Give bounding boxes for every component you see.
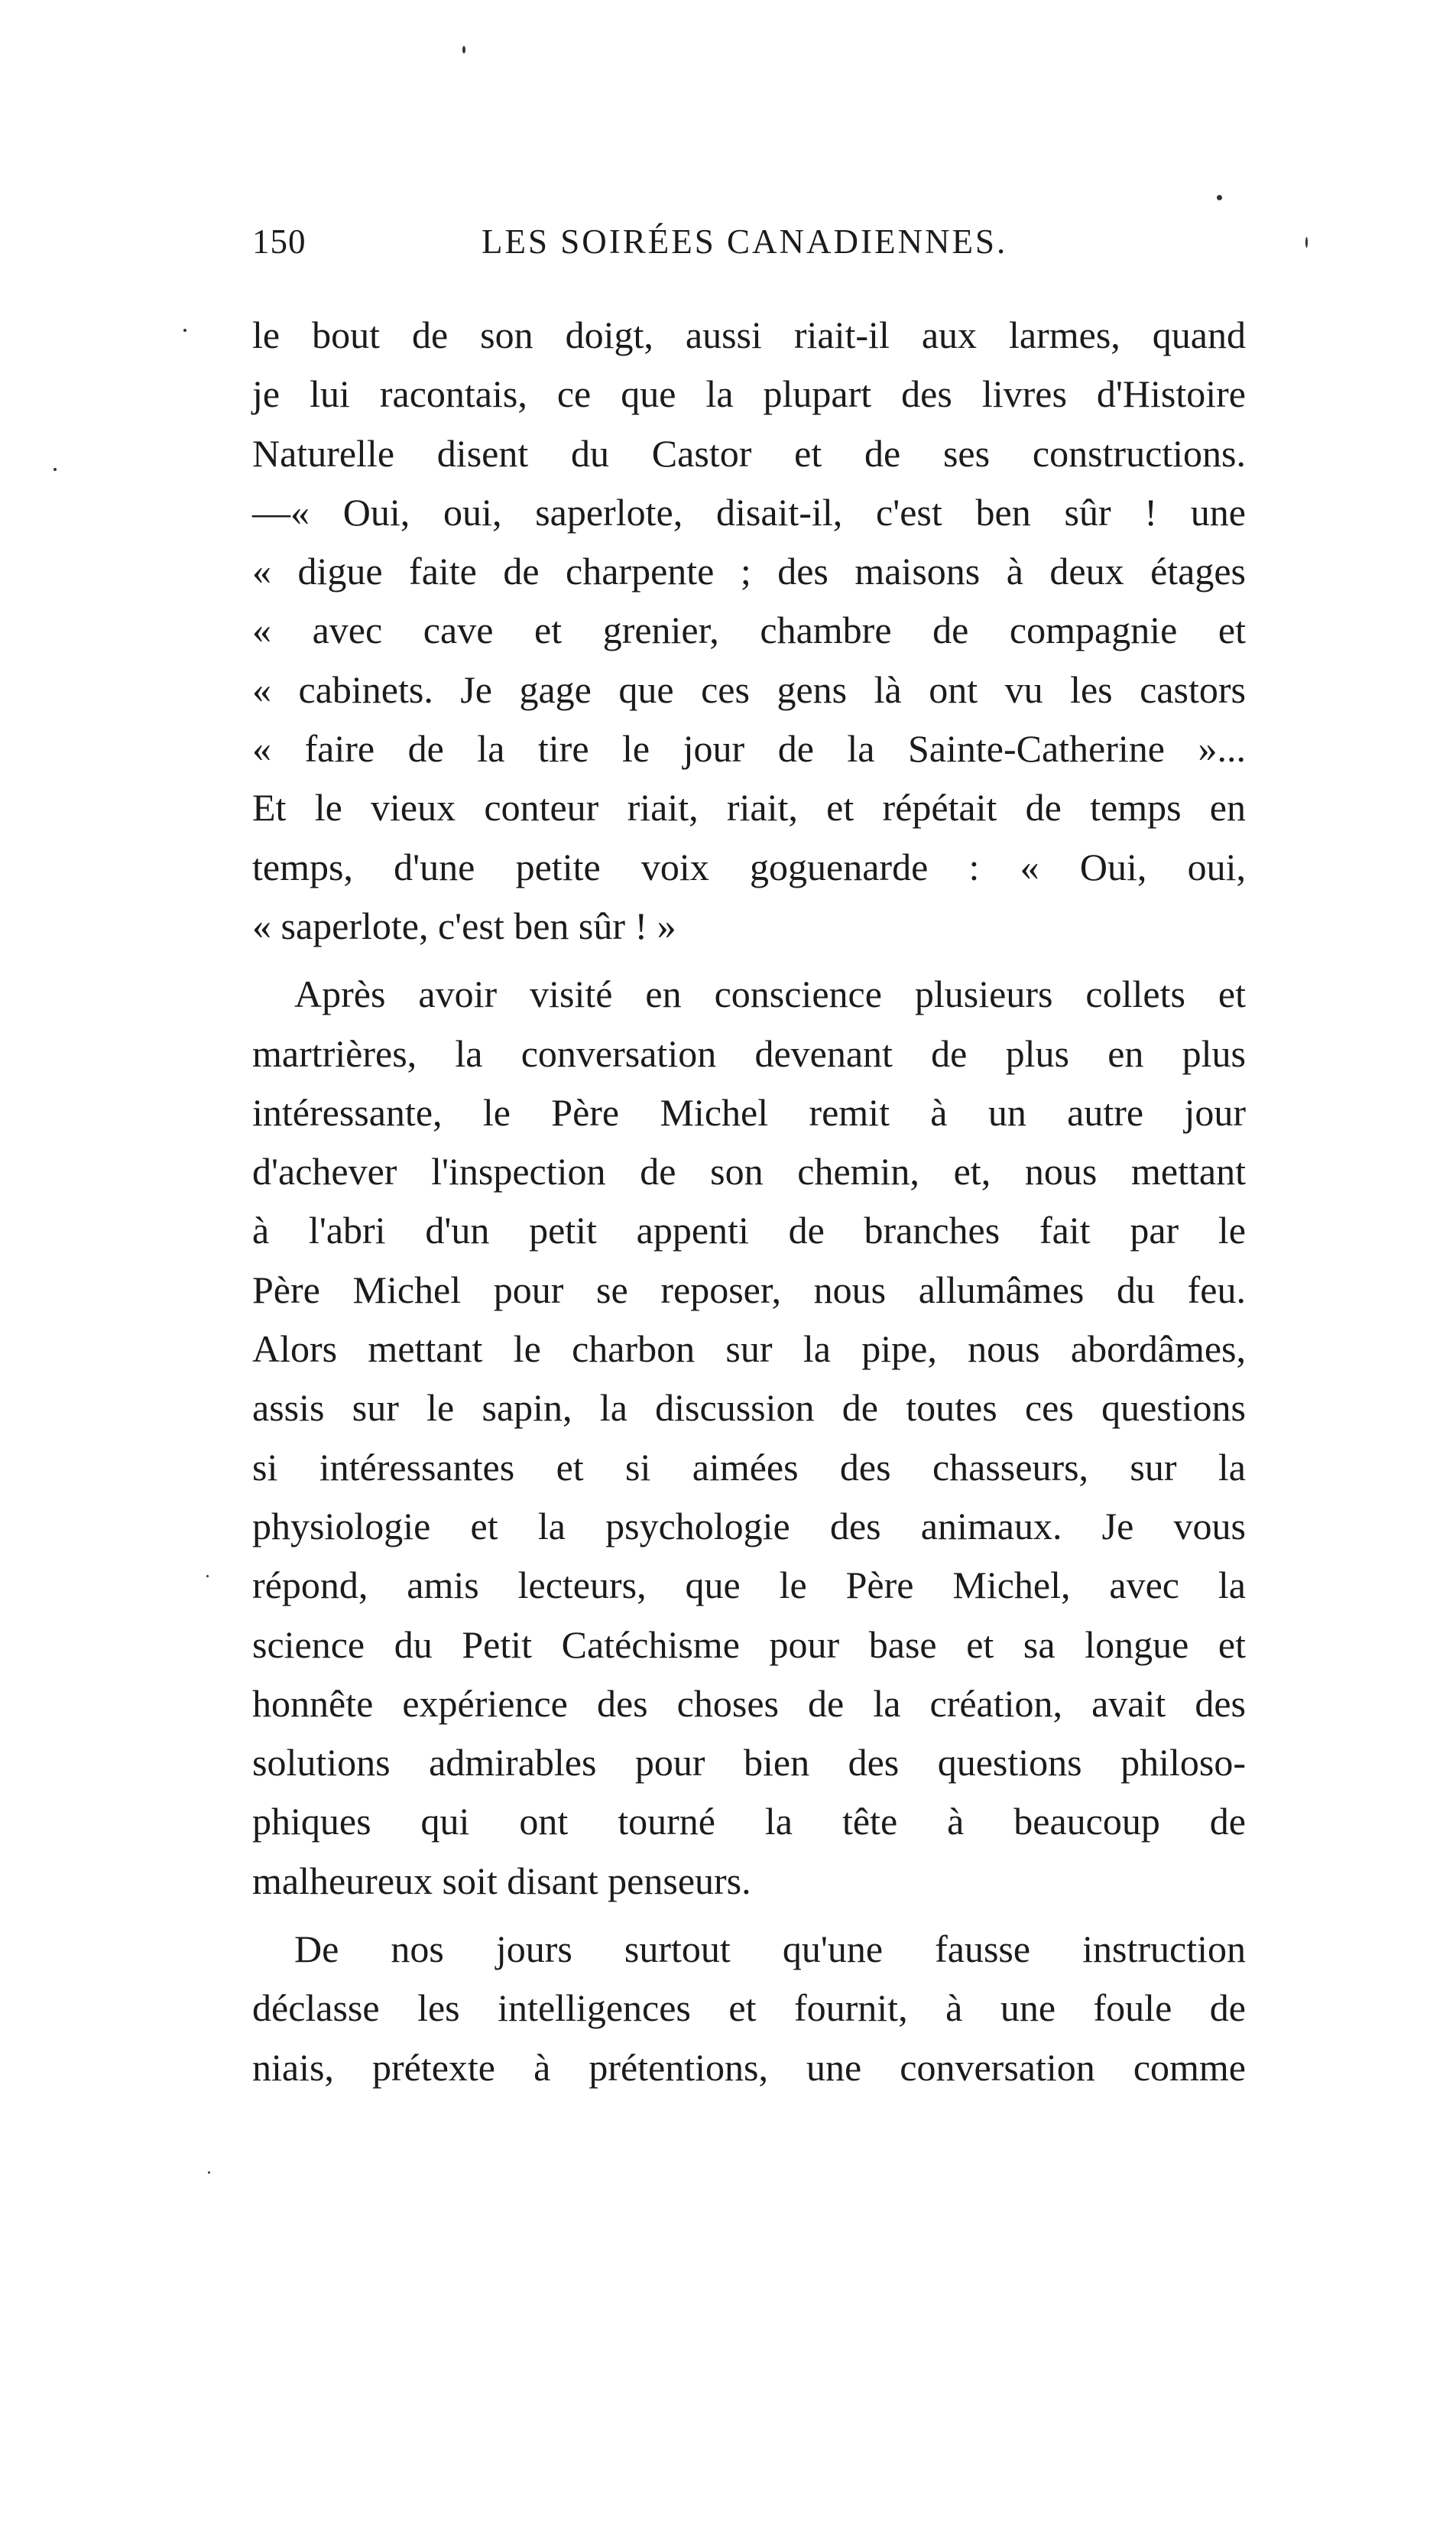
text-line: martrières, la conversation devenant de plus en plus bbox=[252, 1031, 1246, 1075]
text-line: d'achever l'inspection de son chemin, et, nous mettant bbox=[252, 1150, 1246, 1193]
page-header bbox=[252, 222, 1246, 275]
text-line: « avec cave et grenier, chambre de compagnie et bbox=[252, 609, 1246, 652]
text-line: science du Petit Catéchisme pour base et sa longue et bbox=[252, 1622, 1246, 1666]
text-line: Et le vieux conteur riait, riait, et répétait de temps en bbox=[252, 786, 1246, 830]
text-line: phiques qui ont tourné la tête à beaucoup de bbox=[252, 1800, 1246, 1843]
text-line: Père Michel pour se reposer, nous allumâmes du feu. bbox=[252, 1268, 1246, 1311]
running-title: LES SOIRÉES CANADIENNES. bbox=[482, 222, 1008, 261]
ink-speck bbox=[183, 329, 186, 332]
ink-speck bbox=[54, 468, 57, 471]
text-line: assis sur le sapin, la discussion de toutes ces questions bbox=[252, 1386, 1246, 1430]
text-line: niais, prétexte à prétentions, une conversation comme bbox=[252, 2045, 1246, 2089]
text-line: si intéressantes et si aimées des chasseurs, sur la bbox=[252, 1445, 1246, 1489]
text-line: solutions admirables pour bien des questions philoso- bbox=[252, 1741, 1246, 1784]
text-line: De nos jours surtout qu'une fausse instruction bbox=[294, 1927, 1246, 1971]
page-number: 150 bbox=[252, 222, 306, 261]
text-line: répond, amis lecteurs, que le Père Michel, avec la bbox=[252, 1564, 1246, 1607]
body-text bbox=[252, 306, 1246, 2097]
text-line: malheureux soit disant penseurs. bbox=[252, 1859, 751, 1902]
text-line: « faire de la tire le jour de la Sainte-Catherine »... bbox=[252, 727, 1246, 771]
text-line: honnête expérience des choses de la création, avait des bbox=[252, 1681, 1246, 1725]
ink-speck bbox=[1217, 195, 1222, 200]
paragraph-gap bbox=[252, 956, 1246, 965]
text-line: « digue faite de charpente ; des maisons à deux étages bbox=[252, 550, 1246, 593]
text-line: le bout de son doigt, aussi riait-il aux larmes, quand bbox=[252, 313, 1246, 356]
ink-speck bbox=[208, 2171, 210, 2174]
ink-speck bbox=[462, 46, 465, 54]
text-line: déclasse les intelligences et fournit, à une foule de bbox=[252, 1986, 1246, 2030]
text-line: physiologie et la psychologie des animaux. Je vous bbox=[252, 1504, 1246, 1547]
text-line: temps, d'une petite voix goguenarde : « Oui, oui, bbox=[252, 845, 1246, 888]
paragraph-gap bbox=[252, 1911, 1246, 1920]
paragraph-1 bbox=[252, 306, 1246, 956]
text-line: intéressante, le Père Michel remit à un autre jour bbox=[252, 1090, 1246, 1134]
text-line: je lui racontais, ce que la plupart des livres d'Histoire bbox=[252, 372, 1246, 416]
ink-speck bbox=[1305, 237, 1308, 248]
text-line: Naturelle disent du Castor et de ses constructions. bbox=[252, 431, 1246, 475]
text-line: —« Oui, oui, saperlote, disait-il, c'est ben sûr ! une bbox=[252, 490, 1246, 534]
paragraph-3 bbox=[252, 1920, 1246, 2097]
text-line: « cabinets. Je gage que ces gens là ont vu les castors bbox=[252, 667, 1246, 711]
text-line: Alors mettant le charbon sur la pipe, nous abordâmes, bbox=[252, 1327, 1246, 1371]
text-line: Après avoir visité en conscience plusieurs collets et bbox=[294, 973, 1246, 1016]
ink-speck bbox=[206, 1575, 209, 1577]
text-line: à l'abri d'un petit appenti de branches fait par le bbox=[252, 1209, 1246, 1252]
text-line: « saperlote, c'est ben sûr ! » bbox=[252, 904, 676, 947]
paragraph-2 bbox=[252, 965, 1246, 1911]
